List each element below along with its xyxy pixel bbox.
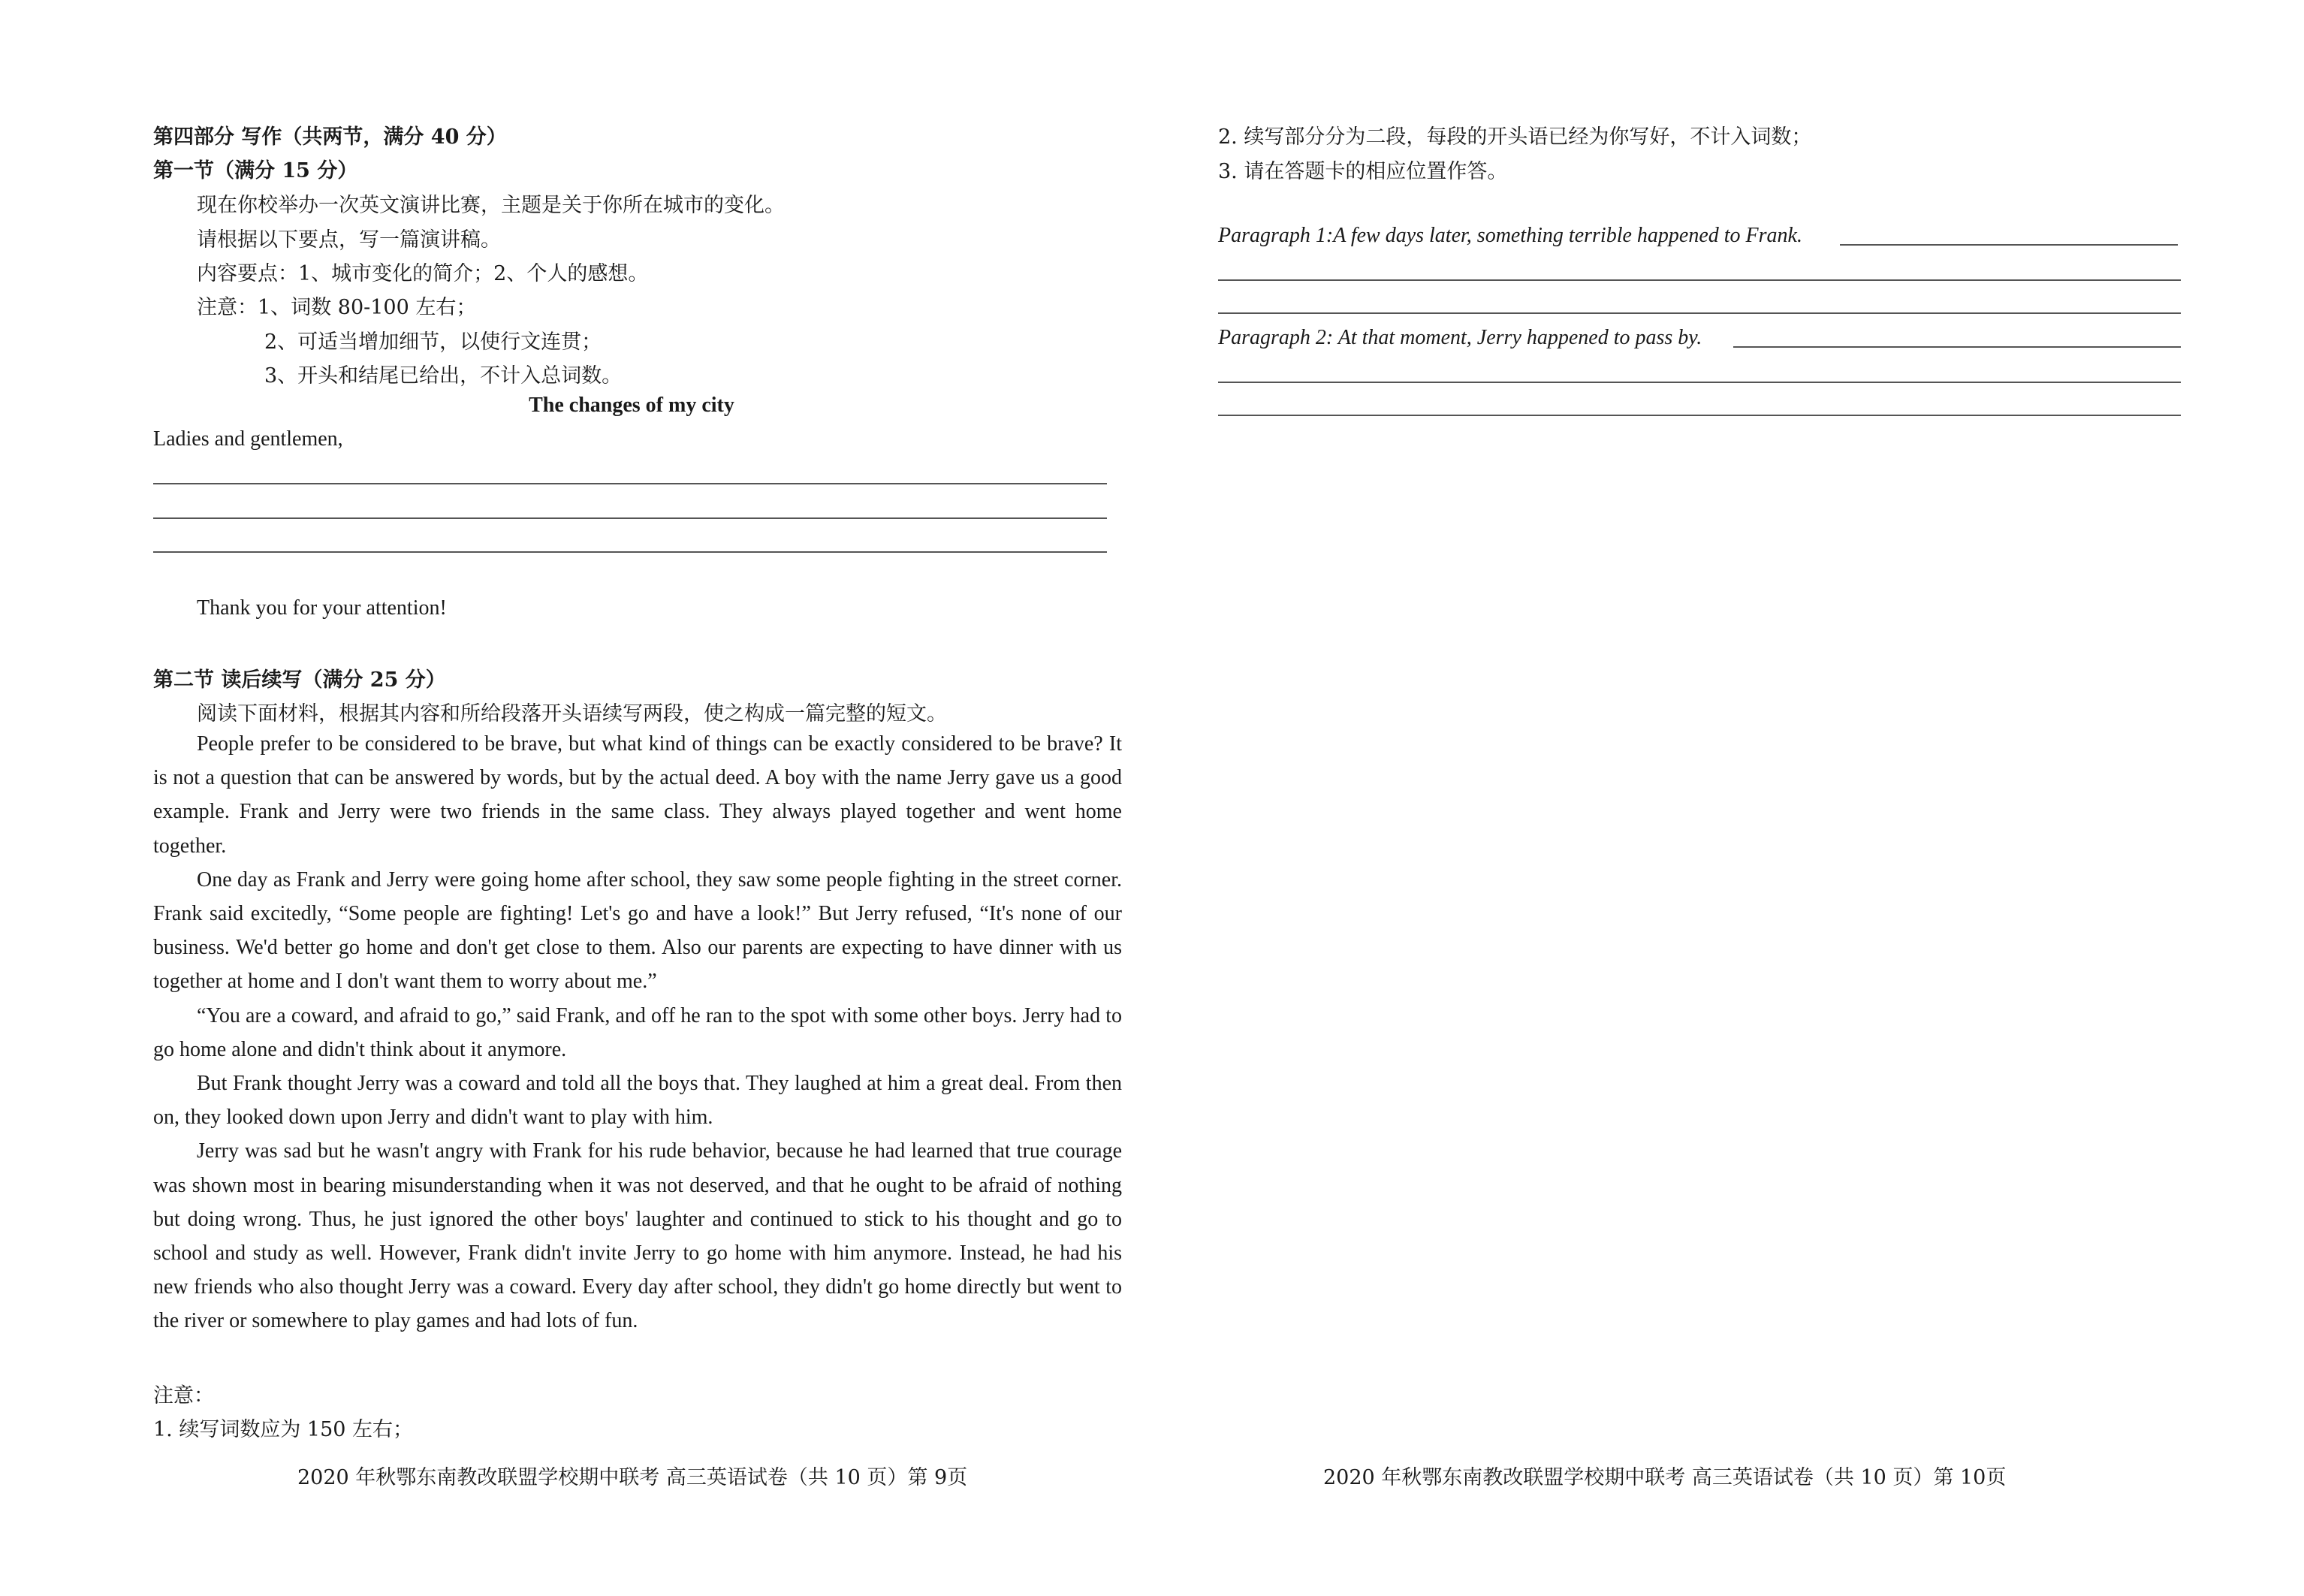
section1-instruction-2: 请根据以下要点，写一篇演讲稿。 (197, 228, 501, 252)
section1-instruction-1: 现在你校举办一次英文演讲比赛，主题是关于你所在城市的变化。 (197, 194, 785, 217)
paragraph2-prompt: Paragraph 2: At that moment, Jerry happened to pass by. (1218, 326, 1702, 349)
writing-line-2 (153, 517, 1107, 519)
section1-instruction-4: 注意：1、词数 80-100 左右； (197, 296, 477, 319)
essay-title: The changes of my city (529, 394, 734, 417)
passage-paragraph-1: People prefer to be considered to be brave, but what kind of things can be exactly considered to be brave? It is not a question that can be answered by words, but by the actual deed. A boy with the name Jerry gave us a good example. Frank and Jerry were two friends in the same class. They always played together and went home together. (153, 732, 1122, 858)
paragraph2-line-2 (1218, 415, 2181, 416)
paragraph1-prompt: Paragraph 1:A few days later, something terrible happened to Frank. (1218, 224, 1802, 247)
section1-heading: 第一节（满分 15 分） (153, 159, 358, 183)
reading-passage (153, 727, 1122, 1338)
section2-instruction: 阅读下面材料，根据其内容和所给段落开头语续写两段，使之构成一篇完整的短文。 (197, 702, 947, 726)
section1-instruction-5: 2、可适当增加细节，以使行文连贯； (264, 330, 602, 354)
section1-instruction-6: 3、开头和结尾已给出，不计入总词数。 (264, 364, 623, 388)
writing-line-1 (153, 483, 1107, 484)
essay-opening: Ladies and gentlemen, (153, 427, 343, 451)
note-3: 3. 请在答题卡的相应位置作答。 (1218, 160, 1508, 183)
passage-paragraph-5: Jerry was sad but he wasn't angry with Frank for his rude behavior, because he had learned that true courage was shown most in bearing misunderstanding when it was not deserved, and that he ought to be afraid of nothing but doing wrong. Thus, he just ignored the other boys' laughter and continued to stick to his thought and go to school and study as well. However, Frank didn't invite Jerry to go home with him anymore. Instead, he had his new friends who also thought Jerry was a coward. Every day after school, they didn't go home directly but went to the river or somewhere to play games and had lots of fun. (153, 1139, 1122, 1333)
left-page (153, 0, 1129, 1596)
paragraph2-line-1 (1218, 382, 2181, 383)
right-page (1218, 0, 2181, 1596)
section1-instruction-3: 内容要点：1、城市变化的简介；2、个人的感想。 (197, 262, 649, 285)
note-2: 2. 续写部分分为二段，每段的开头语已经为你写好，不计入词数； (1218, 125, 1812, 149)
part-heading: 第四部分 写作（共两节，满分 40 分） (153, 125, 507, 149)
paragraph2-line-tail (1733, 346, 2181, 348)
passage-paragraph-4: But Frank thought Jerry was a coward and told all the boys that. They laughed at him a great deal. From then on, they looked down upon Jerry and didn't want to play with him. (153, 1072, 1122, 1130)
writing-line-3 (153, 551, 1107, 553)
notes-heading: 注意： (153, 1384, 214, 1407)
left-footer: 2020 年秋鄂东南教改联盟学校期中联考 高三英语试卷（共 10 页）第 9页 (297, 1466, 968, 1489)
paragraph1-line-tail (1840, 244, 2178, 246)
paragraph1-line-2 (1218, 312, 2181, 314)
note-1: 1. 续写词数应为 150 左右； (153, 1418, 414, 1441)
right-footer: 2020 年秋鄂东南教改联盟学校期中联考 高三英语试卷（共 10 页）第 10页 (1323, 1466, 2007, 1489)
paragraph1-line-1 (1218, 279, 2181, 281)
passage-paragraph-2: One day as Frank and Jerry were going home after school, they saw some people fighting in the street corner. Frank said excitedly, “Some people are fighting! Let's go and have a look!” But Jerry refused, “It's none of our business. We'd better go home and don't get close to them. Also our parents are expecting to have dinner with us together at home and I don't want them to worry about me.” (153, 867, 1122, 994)
passage-paragraph-3: “You are a coward, and afraid to go,” said Frank, and off he ran to the spot with some other boys. Jerry had to go home alone and didn't think about it anymore. (153, 1003, 1122, 1061)
section2-heading: 第二节 读后续写（满分 25 分） (153, 668, 446, 692)
essay-closing: Thank you for your attention! (197, 596, 447, 620)
